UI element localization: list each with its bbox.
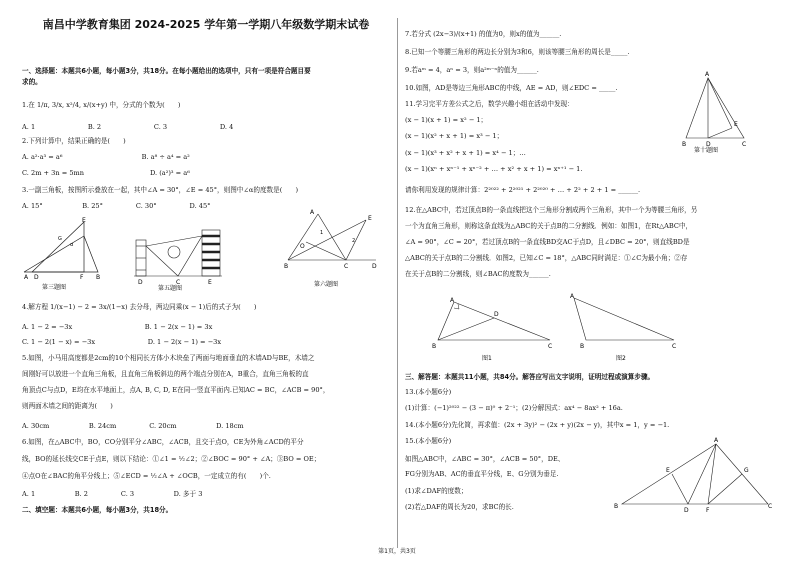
svg-text:C: C <box>176 279 181 286</box>
svg-text:G: G <box>58 236 62 242</box>
svg-text:B: B <box>284 263 289 270</box>
svg-text:E: E <box>208 279 212 286</box>
question-line: 4.解方程 1/(x−1) − 2 = 3x/(1−x) 去分母，两边同乘(x − 1)后的式子为( ) <box>22 303 257 311</box>
question-line: 在关于点B的二分割线，则∠BAC的度数为______. <box>405 270 551 278</box>
caption-fig6: 第六题图 <box>314 281 339 288</box>
svg-text:D: D <box>684 507 689 514</box>
svg-text:A: A <box>310 209 315 216</box>
question-line: 10.如图，AD是等边三角形ABC的中线，AE = AD，则∠EDC = _____. <box>405 84 618 92</box>
caption-fig10: 第十题图 <box>694 147 719 154</box>
question-line: 2.下列计算中，结果正确的是( ) <box>22 137 126 145</box>
svg-text:B: B <box>682 141 687 148</box>
svg-text:E: E <box>368 215 372 222</box>
column-divider <box>397 18 398 548</box>
svg-text:B: B <box>580 343 585 350</box>
question-line: FG分别为AB、AC的垂直平分线，E、G分别为垂足. <box>405 470 559 478</box>
question-line: 请你利用发现的规律计算：2²⁰²² + 2²⁰²¹ + 2²⁰²⁰ + … + 2² + 2 + 1 = ______. <box>405 186 641 194</box>
svg-text:C: C <box>344 263 349 270</box>
question-line: 一个为直角三角形，则称这条直线为△ABC的关于点B的二分割线．例如：如图1，在Rt△ABC中， <box>405 222 693 230</box>
svg-text:D: D <box>34 274 39 281</box>
figure-q12-1 <box>430 292 556 362</box>
svg-text:F: F <box>706 507 710 514</box>
svg-text:D: D <box>138 279 143 286</box>
question-line: 9.若aᵐ = 4，aⁿ = 3，则a²ᵐ⁻ⁿ的值为______. <box>405 66 539 74</box>
question-line: △ABC的关于点B的二分割线．如图2，已知∠C = 18°，△ABC同时满足：①∠C为最小角；②存 <box>405 254 688 262</box>
question-line: (1)求∠DAF的度数； <box>405 487 468 495</box>
question-line: 15.(本小题6分) <box>405 437 452 445</box>
question-line: A. 1 B. 2 C. 3 D. 4 <box>22 123 234 131</box>
figure-q15 <box>612 436 776 520</box>
svg-text:E: E <box>734 121 738 128</box>
svg-text:A: A <box>24 274 29 281</box>
question-line: 8.已知一个等腰三角形的两边长分别为3和6，则该等腰三角形的周长是_____. <box>405 48 630 56</box>
question-line: ∠A = 90°，∠C = 20°，若过顶点B的一条直线BD交AC于点D，且∠DBC = 20°，则直线BD是 <box>405 238 690 246</box>
figure-q3 <box>22 216 106 294</box>
question-line: 线，BO的延长线交CE于点E，则以下结论：①∠1 = ½∠2；②∠BOC = 90° + ∠A；③BO = OE； <box>22 455 321 463</box>
question-line: (x − 1)(x + 1) = x² − 1； <box>405 116 488 124</box>
svg-text:D: D <box>706 141 711 148</box>
svg-text:E: E <box>666 467 670 474</box>
section-heading: 求的。 <box>22 78 42 86</box>
question-line: 13.(本小题6分) <box>405 388 452 396</box>
question-line: 14.(本小题6分)先化简，再求值：(2x + 3y)² − (2x + y)(2x − y)，其中x = 1，y = −1. <box>405 421 670 429</box>
figure-q10 <box>680 70 760 154</box>
question-line: A. 1 B. 2 C. 3 D. 多于 3 <box>22 490 203 498</box>
svg-text:F: F <box>80 274 84 281</box>
question-line: A. 15° B. 25° C. 30° D. 45° <box>22 202 211 210</box>
question-line: (2)若△DAF的周长为20，求BC的长. <box>405 503 514 511</box>
question-line: (1)计算：(−1)²⁰²² − (3 − π)⁰ + 2⁻¹；(2)分解因式：ax⁴ − 8ax² + 16a. <box>405 404 623 412</box>
svg-text:1: 1 <box>320 230 324 236</box>
svg-text:α: α <box>70 242 74 248</box>
question-line: 如图△ABC中，∠ABC = 30°，∠ACB = 50°，DE、 <box>405 455 565 463</box>
question-line: 7.若分式 (2x−3)/(x+1) 的值为0，则x的值为______. <box>405 30 562 38</box>
svg-text:G: G <box>744 467 749 474</box>
svg-text:A: A <box>570 293 575 300</box>
question-line: 6.如图，在△ABC中，BO，CO分别平分∠ABC，∠ACB，且交于点O，CE为外角∠ACD的平分 <box>22 438 304 446</box>
svg-text:O: O <box>300 243 305 250</box>
figure-q6 <box>284 206 380 292</box>
question-line: 11.学习完平方差公式之后，数学兴趣小组在活动中发现： <box>405 100 574 108</box>
svg-text:A: A <box>705 71 710 78</box>
svg-text:2: 2 <box>352 238 356 244</box>
figure-q5 <box>134 226 224 292</box>
svg-text:C: C <box>672 343 677 350</box>
question-line: ④点O在∠BAC的角平分线上；⑤∠ECD = ½∠A + ∠OCB，一定成立的有( )个. <box>22 472 271 480</box>
question-line: 间刚好可以放进一个直角三角板，且直角三角板斜边的两个端点分别在A，B重合，直角三角板的直 <box>22 370 309 378</box>
question-line: (x − 1)(x³ + x² + x + 1) = x⁴ − 1；… <box>405 149 526 157</box>
svg-text:A: A <box>714 437 719 444</box>
svg-text:B: B <box>96 274 101 281</box>
svg-text:C: C <box>742 141 747 148</box>
section-heading: 三、解答题：本题共11小题，共84分。解答应写出文字说明，证明过程或演算步骤。 <box>405 373 655 381</box>
caption-fig12b: 图2 <box>616 355 626 362</box>
svg-text:C: C <box>768 503 773 510</box>
page-title: 南昌中学教育集团 2024-2025 学年第一学期八年级数学期末试卷 <box>42 18 370 31</box>
svg-text:D: D <box>494 311 499 318</box>
section-heading: 一、选择题：本题共6小题，每小题3分，共18分。在每小题给出的选项中，只有一项是符合题目要 <box>22 67 311 75</box>
question-line: C. 1 − 2(1 − x) = −3x D. 1 − 2(x − 1) = −3x <box>22 338 222 346</box>
page-footer: 第1页，共3页 <box>378 548 416 555</box>
svg-text:E: E <box>82 217 86 224</box>
svg-text:A: A <box>450 297 455 304</box>
question-line: 角顶点C与点D，E均在水平地面上，点A, B, C, D, E在同一竖直平面内.已知AC = BC，∠ACB = 90°， <box>22 386 330 394</box>
svg-text:B: B <box>614 503 619 510</box>
question-line: (x − 1)(x² + x + 1) = x³ − 1； <box>405 132 504 140</box>
svg-text:B: B <box>432 343 437 350</box>
figure-q12-2 <box>570 292 680 362</box>
question-line: C. 2m + 3n = 5mn D. (a²)³ = a⁶ <box>22 169 190 177</box>
question-line: A. 30cm B. 24cm C. 20cm D. 18cm <box>22 422 244 430</box>
question-line: 则两面木墙之间的距离为( ) <box>22 402 113 410</box>
svg-text:C: C <box>548 343 553 350</box>
caption-fig3: 第三题图 <box>42 284 67 291</box>
caption-fig5: 第五题图 <box>158 285 183 292</box>
question-line: A. 1 − 2 = −3x B. 1 − 2(x − 1) = 3x <box>22 323 213 331</box>
question-line: 3.一副三角板，按图所示叠放在一起，其中∠A = 30°，∠E = 45°，则图中∠α的度数是( ) <box>22 186 299 194</box>
question-line: A. a²·a³ = a⁶ B. a⁸ ÷ a⁴ = a² <box>22 153 190 161</box>
question-line: 5.如图，小马用高度都是2cm的10个相同长方体小木块垒了两面与地面垂直的木墙AD与BE，木墙之 <box>22 354 315 362</box>
question-line: (x − 1)(xⁿ + xⁿ⁻¹ + xⁿ⁻² + … + x² + x + 1) = xⁿ⁺¹ − 1. <box>405 165 583 173</box>
section-heading: 二、填空题：本题共6小题，每小题3分，共18分。 <box>22 506 173 514</box>
caption-fig12a: 图1 <box>482 355 492 362</box>
question-line: 12.在△ABC中，若过顶点B的一条直线把这个三角形分割成两个三角形，其中一个为等腰三角形，另 <box>405 206 698 214</box>
svg-text:D: D <box>372 263 377 270</box>
question-line: 1.在 1/π, 3/x, x²/4, x/(x+y) 中，分式的个数为( ) <box>22 101 181 109</box>
